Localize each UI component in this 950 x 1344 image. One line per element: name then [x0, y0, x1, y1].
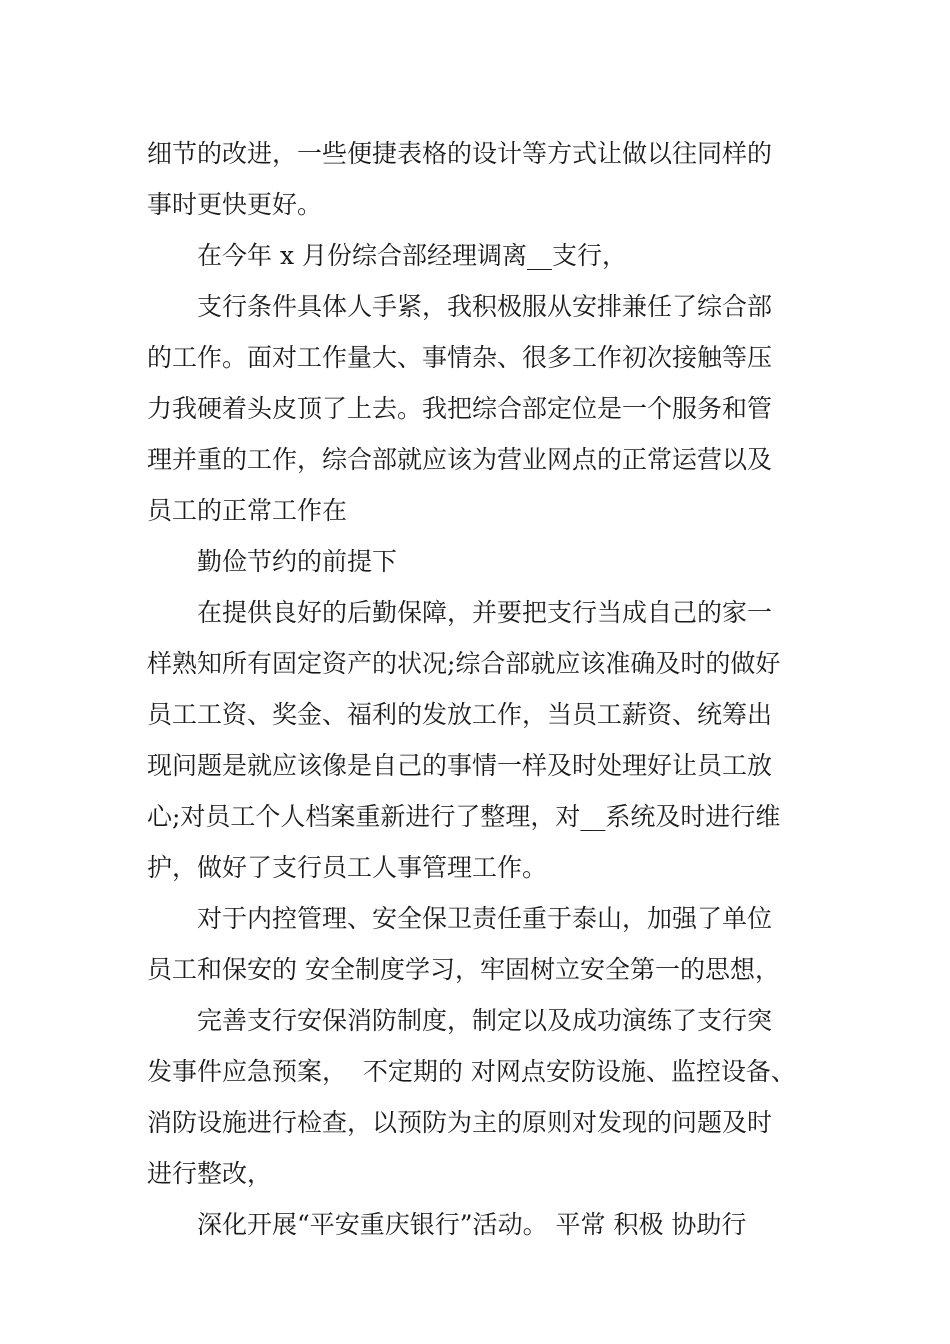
text-line: 理并重的工作，综合部就应该为营业网点的正常运营以及	[147, 445, 773, 474]
text-line: 事时更快更好。	[147, 190, 323, 219]
text-line: 护，做好了支行员工人事管理工作。	[147, 853, 548, 882]
text-line: 在今年 x 月份综合部经理调离__支行，	[197, 241, 627, 270]
text-line: 员工和保安的 安全制度学习，牢固树立安全第一的思想，	[147, 955, 780, 984]
text-line: 细节的改进，一些便捷表格的设计等方式让做以往同样的	[147, 139, 773, 168]
text-line: 完善支行安保消防制度，制定以及成功演练了支行突	[197, 1006, 773, 1035]
text-line: 员工工资、奖金、福利的发放工作，当员工薪资、统筹出	[147, 700, 773, 729]
text-line: 进行整改，	[147, 1159, 273, 1188]
text-line: 员工的正常工作在	[147, 496, 348, 525]
text-line: 现问题是就应该像是自己的事情一样及时处理好让员工放	[147, 751, 773, 780]
text-line: 勤俭节约的前提下	[197, 547, 398, 576]
text-line: 支行条件具体人手紧，我积极服从安排兼任了综合部	[197, 292, 773, 321]
text-line: 心;对员工个人档案重新进行了整理，对__系统及时进行维	[147, 802, 781, 831]
text-line: 消防设施进行检查，以预防为主的原则对发现的问题及时	[147, 1108, 773, 1137]
text-line: 深化开展“平安重庆银行”活动。 平常 积极 协助行	[197, 1210, 747, 1239]
text-line: 力我硬着头皮顶了上去。我把综合部定位是一个服务和管	[147, 394, 773, 423]
text-line: 对于内控管理、安全保卫责任重于泰山，加强了单位	[197, 904, 773, 933]
text-line: 样熟知所有固定资产的状况;综合部就应该准确及时的做好	[147, 649, 781, 678]
text-line: 发事件应急预案， 不定期的 对网点安防设施、监控设备、	[147, 1057, 796, 1086]
text-line: 的工作。面对工作量大、事情杂、很多工作初次接触等压	[147, 343, 773, 372]
body-text	[147, 128, 817, 1250]
text-line: 在提供良好的后勤保障，并要把支行当成自己的家一	[197, 598, 773, 627]
